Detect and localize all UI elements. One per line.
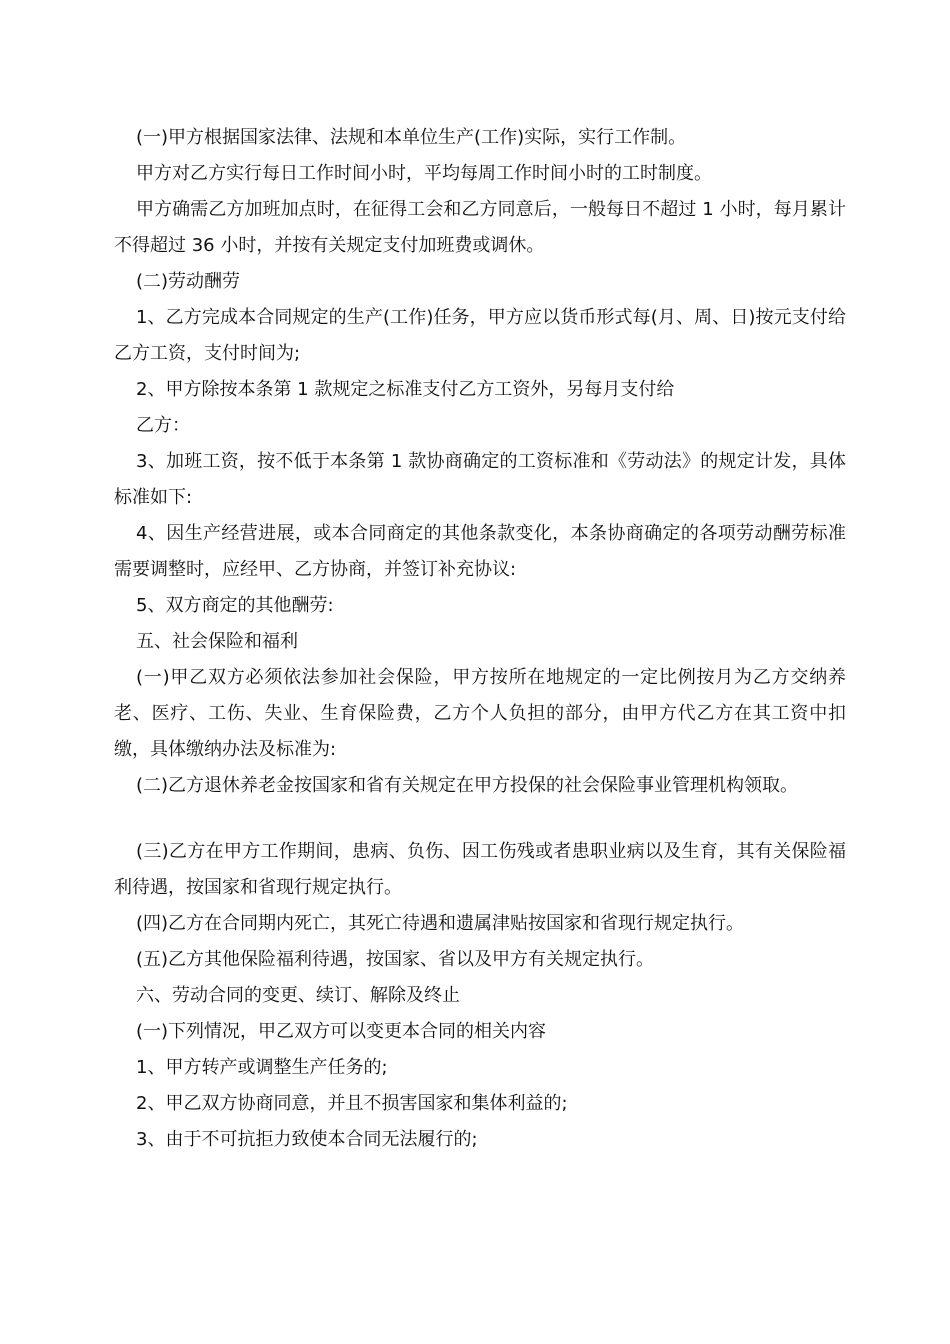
paragraph-17: 六、劳动合同的变更、续订、解除及终止: [136, 985, 460, 1006]
paragraph-1: (一)甲方根据国家法律、法规和本单位生产(工作)实际，实行工作制。: [136, 127, 687, 148]
paragraph-4: (二)劳动酬劳: [136, 271, 241, 292]
paragraph-11: 五、社会保险和福利: [136, 631, 298, 652]
paragraph-9: 4、因生产经营进展，或本合同商定的其他条款变化，本条协商确定的各项劳动酬劳标准需要调整时，应经甲、乙方协商，并签订补充协议:: [114, 523, 846, 580]
paragraph-3: 甲方确需乙方加班加点时，在征得工会和乙方同意后，一般每日不超过 1 小时，每月累计不得超过 36 小时，并按有关规定支付加班费或调休。: [114, 199, 846, 256]
paragraph-7: 乙方：: [136, 415, 190, 436]
paragraph-21: 3、由于不可抗拒力致使本合同无法履行的;: [136, 1129, 478, 1150]
paragraph-19: 1、甲方转产或调整生产任务的;: [136, 1057, 388, 1078]
paragraph-15: (四)乙方在合同期内死亡，其死亡待遇和遗属津贴按国家和省现行规定执行。: [136, 913, 745, 934]
paragraph-18: (一)下列情况，甲乙双方可以变更本合同的相关内容: [136, 1021, 547, 1042]
paragraph-6: 2、甲方除按本条第 1 款规定之标准支付乙方工资外，另每月支付给: [136, 379, 675, 400]
paragraph-20: 2、甲乙双方协商同意，并且不损害国家和集体利益的;: [136, 1093, 568, 1114]
paragraph-8: 3、加班工资，按不低于本条第 1 款协商确定的工资标准和《劳动法》的规定计发，具体标准如下:: [114, 451, 846, 508]
paragraph-13: (二)乙方退休养老金按国家和省有关规定在甲方投保的社会保险事业管理机构领取。: [136, 775, 799, 796]
paragraph-5: 1、乙方完成本合同规定的生产(工作)任务，甲方应以货币形式每(月、周、日)按元支付给乙方工资，支付时间为;: [114, 307, 846, 364]
paragraph-14: (三)乙方在甲方工作期间，患病、负伤、因工伤残或者患职业病以及生育，其有关保险福利待遇，按国家和省现行规定执行。: [114, 841, 846, 898]
document-body: [114, 120, 846, 1158]
paragraph-10: 5、双方商定的其他酬劳:: [136, 595, 334, 616]
paragraph-12: (一)甲乙双方必须依法参加社会保险，甲方按所在地规定的一定比例按月为乙方交纳养老、医疗、工伤、失业、生育保险费，乙方个人负担的部分，由甲方代乙方在其工资中扣缴，具体缴纳办法及标准为:: [114, 667, 846, 760]
paragraph-gap: [114, 804, 846, 834]
paragraph-16: (五)乙方其他保险福利待遇，按国家、省以及甲方有关规定执行。: [136, 949, 655, 970]
paragraph-2: 甲方对乙方实行每日工作时间小时，平均每周工作时间小时的工时制度。: [136, 163, 712, 184]
